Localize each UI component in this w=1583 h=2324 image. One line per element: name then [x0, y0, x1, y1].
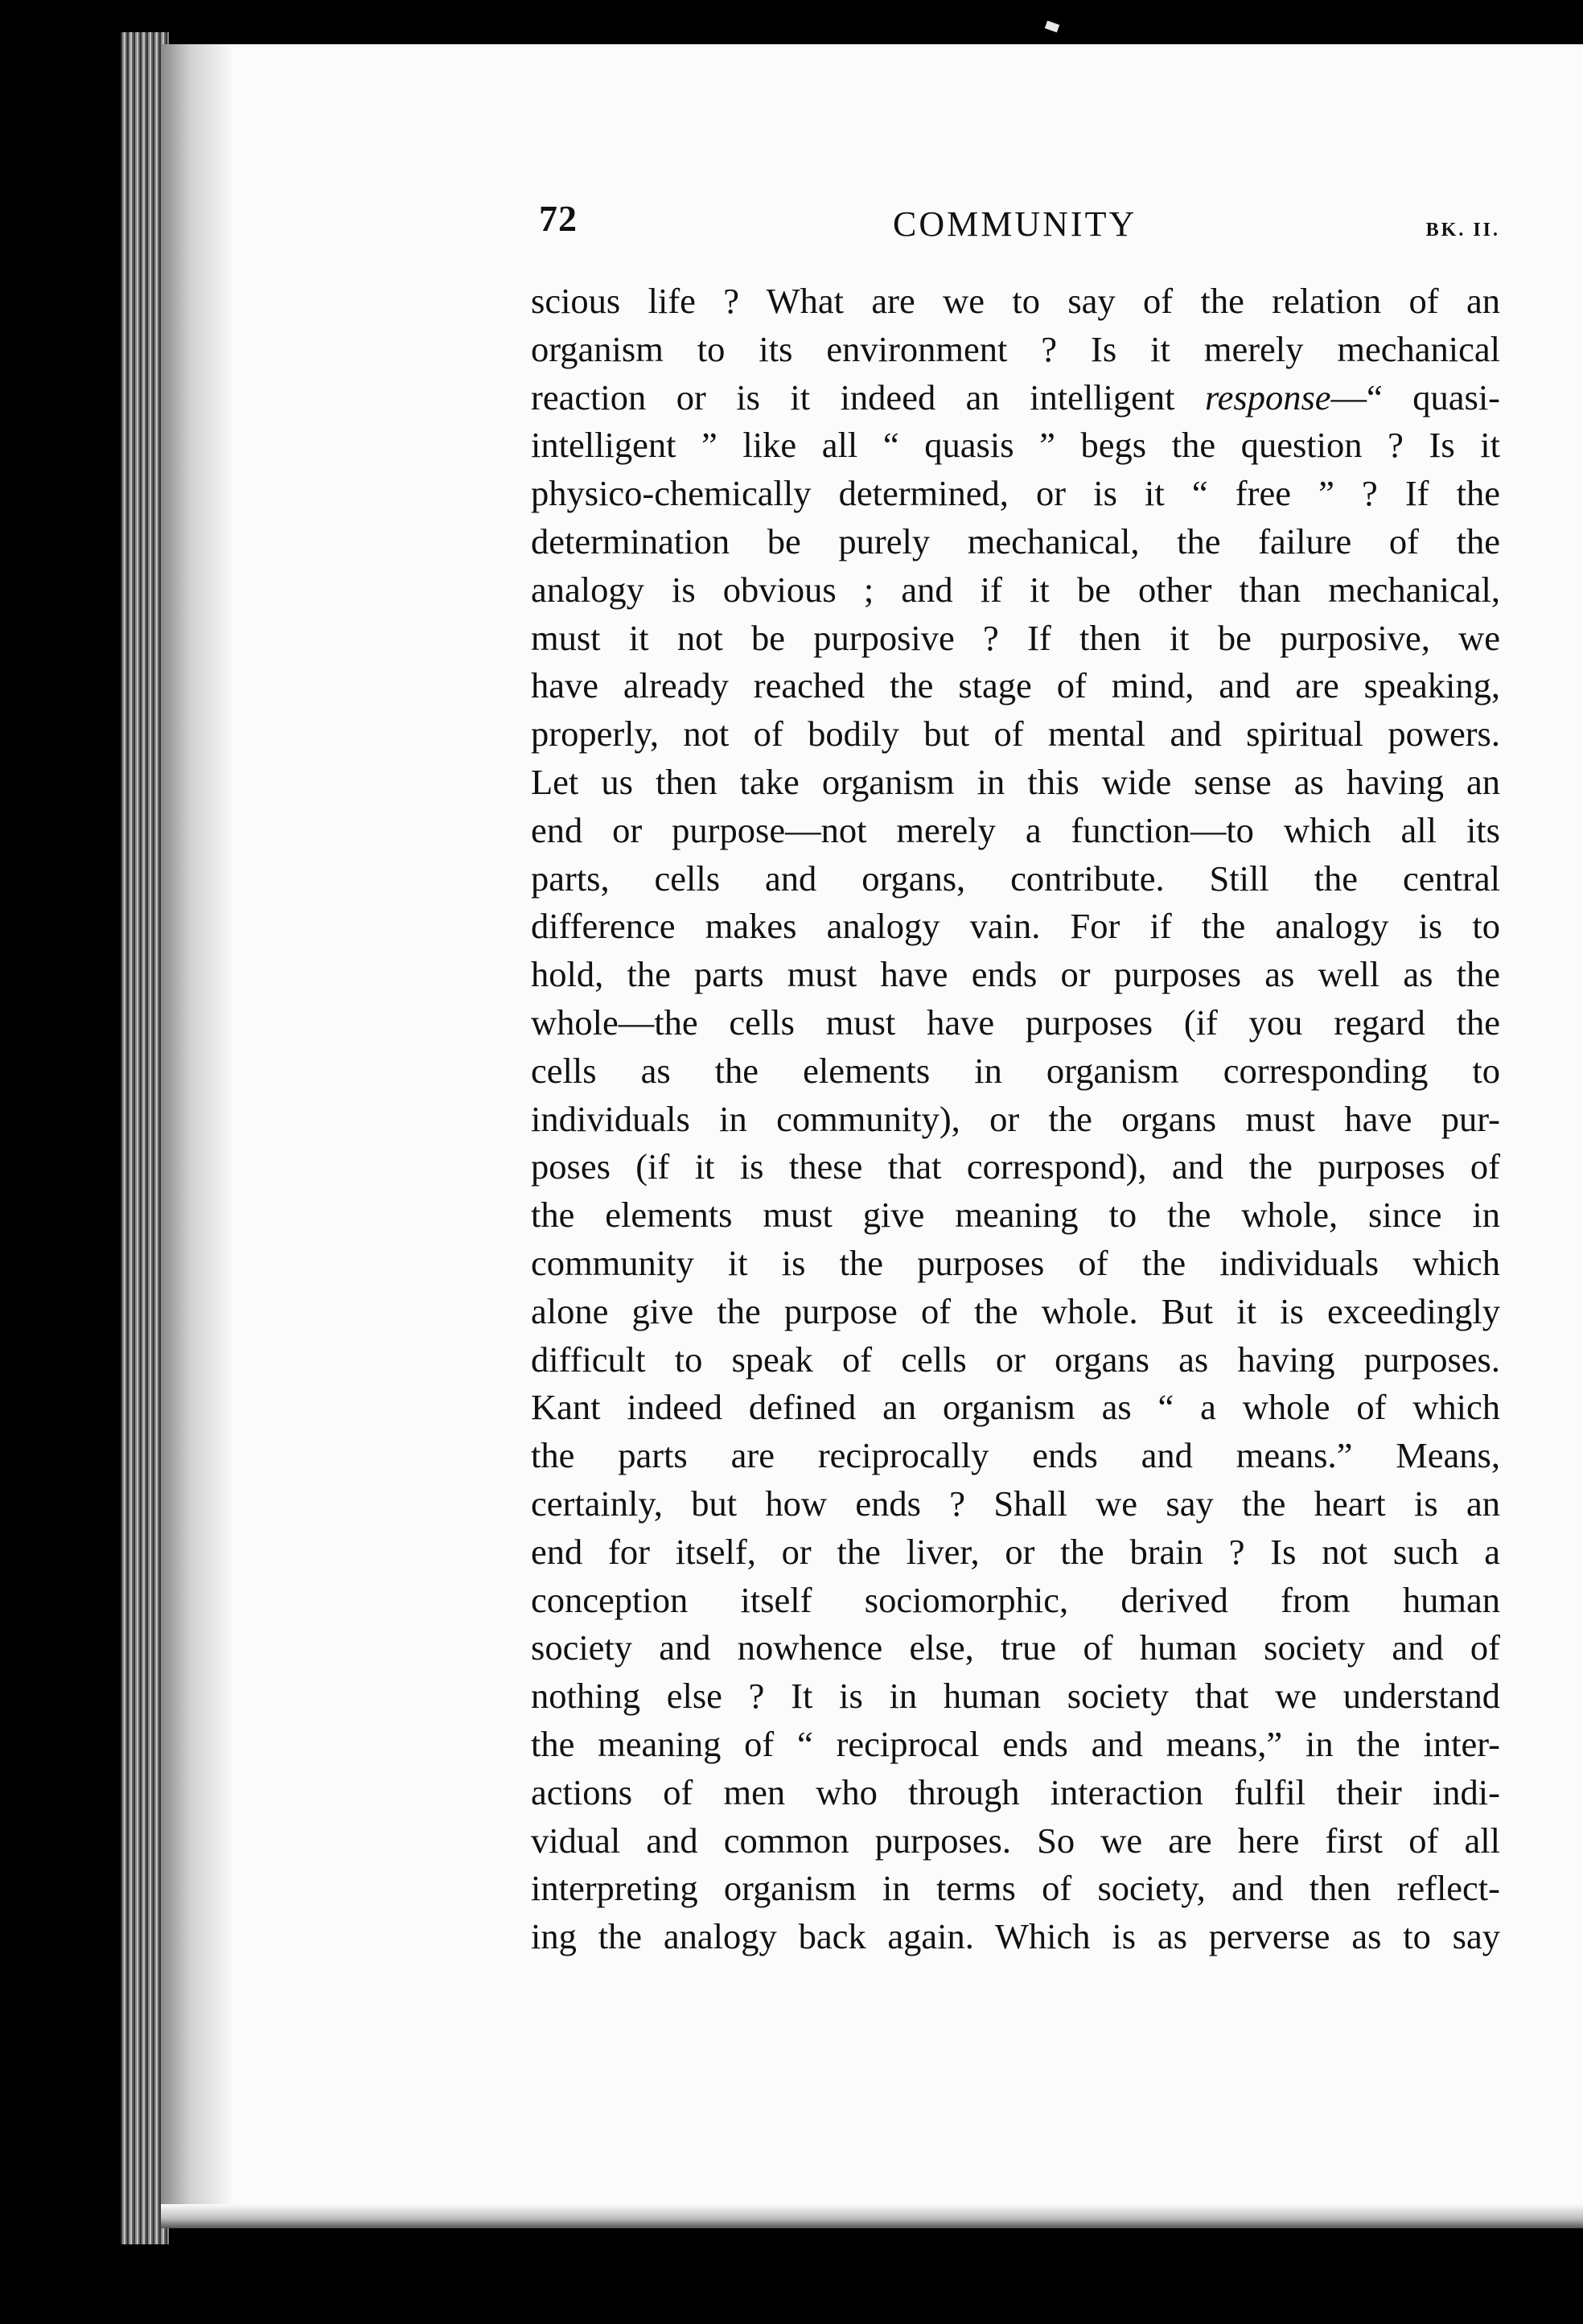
text-line: difference makes analogy vain. For if the analogy is to: [531, 906, 1500, 947]
text-line: properly, not of bodily but of mental and spiritual powers.: [531, 714, 1500, 755]
emphasis-response: response: [1204, 376, 1331, 417]
body-text: [531, 278, 1500, 1961]
text-line: community it is the purposes of the individuals which: [531, 1242, 1500, 1283]
text-line: society and nowhence else, true of human society and of: [531, 1627, 1500, 1668]
text-line: vidual and common purposes. So we are here first of all: [531, 1820, 1500, 1861]
scan-mark: [1045, 21, 1059, 33]
text-line: the parts are reciprocally ends and means.” Means,: [531, 1435, 1500, 1476]
text-line: end for itself, or the liver, or the brain ? Is not such a: [531, 1531, 1500, 1572]
text-line: Kant indeed defined an organism as “ a whole of which: [531, 1387, 1500, 1428]
text-line: the elements must give meaning to the whole, since in: [531, 1195, 1500, 1236]
text-line: individuals in community), or the organs must have pur-: [531, 1098, 1500, 1139]
text-line: Let us then take organism in this wide sense as having an: [531, 761, 1500, 802]
page-number: 72: [539, 198, 578, 239]
text-line: alone give the purpose of the whole. But it is exceedingly: [531, 1290, 1500, 1331]
running-title: COMMUNITY: [893, 204, 1137, 244]
text-line: hold, the parts must have ends or purposes as well as the: [531, 954, 1500, 995]
text-line: intelligent ” like all “ quasis ” begs the question ? Is it: [531, 425, 1500, 466]
text-line: certainly, but how ends ? Shall we say the heart is an: [531, 1483, 1500, 1524]
text-line: difficult to speak of cells or organs as having purposes.: [531, 1339, 1500, 1380]
book-reference: BK. II.: [1425, 220, 1500, 241]
text-line: physico-chemically determined, or is it “ free ” ? If the: [531, 473, 1500, 514]
text-line: nothing else ? It is in human society that we understand: [531, 1676, 1500, 1717]
text-line: organism to its environment ? Is it merely mechanical: [531, 328, 1500, 369]
text-line: whole—the cells must have purposes (if you regard the: [531, 1002, 1500, 1043]
text-line: poses (if it is these that correspond), and the purposes of: [531, 1146, 1500, 1187]
bottom-page-edge: [161, 2204, 1583, 2228]
text-line: conception itself sociomorphic, derived from human: [531, 1579, 1500, 1620]
text-line: reaction or is it indeed an intelligent response—“ quasi-: [531, 376, 1500, 417]
text-line: determination be purely mechanical, the failure of the: [531, 520, 1500, 561]
page-header: [539, 197, 1500, 253]
text-line: actions of men who through interaction fulfil their indi-: [531, 1771, 1500, 1812]
text-line: scious life ? What are we to say of the relation of an: [531, 281, 1500, 321]
text-line: ing the analogy back again. Which is as perverse as to say: [531, 1916, 1500, 1957]
text-line: cells as the elements in organism corresponding to: [531, 1050, 1500, 1091]
binding-shadow: [161, 44, 233, 2228]
text-line: end or purpose—not merely a function—to which all its: [531, 809, 1500, 850]
text-line: parts, cells and organs, contribute. Still the central: [531, 858, 1500, 899]
text-line: have already reached the stage of mind, and are speaking,: [531, 665, 1500, 706]
text-line: the meaning of “ reciprocal ends and means,” in the inter-: [531, 1723, 1500, 1764]
text-line: interpreting organism in terms of society, and then reflect-: [531, 1868, 1500, 1909]
text-line: analogy is obvious ; and if it be other than mechanical,: [531, 569, 1500, 610]
text-line: must it not be purposive ? If then it be purposive, we: [531, 617, 1500, 658]
